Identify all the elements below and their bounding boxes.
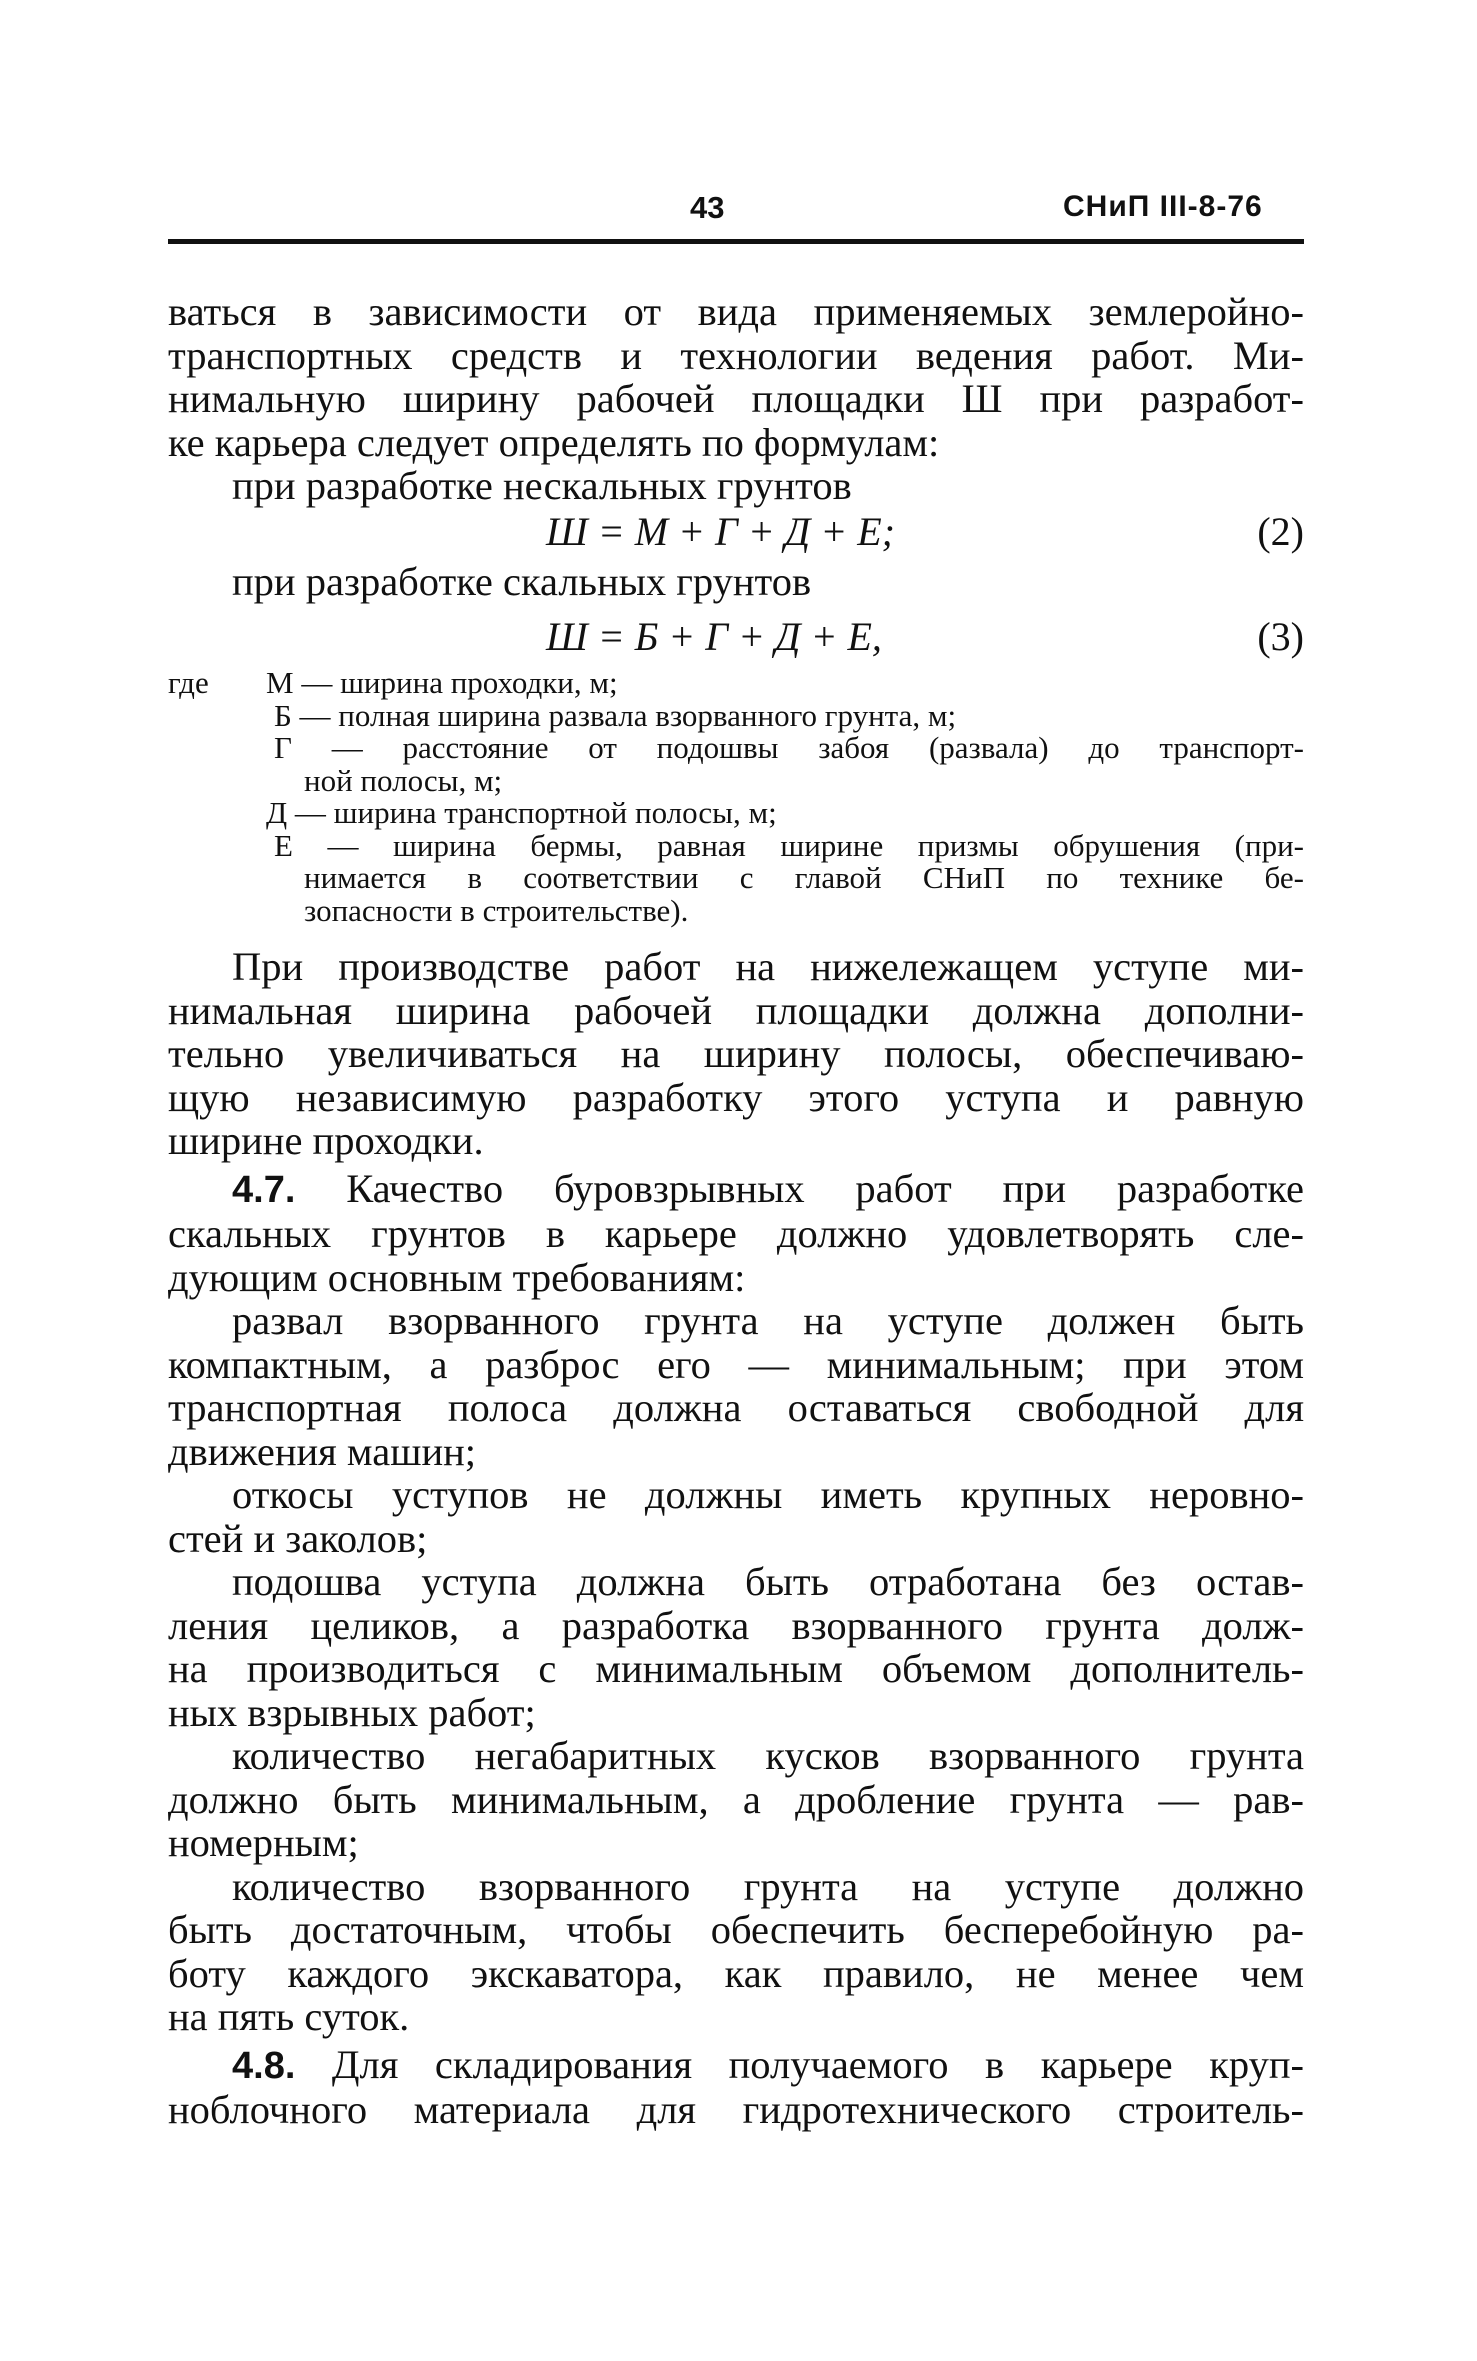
where-item-e: Е — ширина бермы, равная ширине призмы обрушения (при- [274,827,1304,863]
where-item-g: Г — расстояние от подошвы забоя (развала) до транспорт- [274,730,1304,765]
header-rule [168,239,1304,244]
formula-3-number: (3) [1257,614,1304,659]
where-label: где [168,665,209,700]
section-4-8: 4.8. Для складирования получаемого в карьере круп- ноблочного материала для гидротехнического строитель- [168,2041,1304,2132]
section-4-7: 4.7. Качество буровзрывных работ при разработке скальных грунтов в карьере должно удовлетворять сле- дующим основным требованиям: [168,1165,1304,1300]
section-4-7-number: 4.7. [232,1168,296,1211]
formula-2-number: (2) [1257,508,1304,554]
where-list [168,667,1304,927]
requirement-2: откосы уступов не должны иметь крупных неровно- стей и заколов; [168,1472,1304,1561]
lead-rock: при разработке скальных грунтов [232,558,812,604]
formula-3-expression: Ш = Б + Г + Д + Е, [546,614,882,659]
formula-2-expression: Ш = М + Г + Д + Е; [546,508,895,554]
paragraph-2: При производстве работ на нижележащем уступе ми- нимальная ширина рабочей площадки должна дополни- тельно увеличиваться на ширину полосы, обеспечиваю- щую независимую разработку этого уступа и равную ширине проходки. [168,944,1304,1163]
where-item-e-cont-1: нимается в соответствии с главой СНиП по технике бе- [304,860,1304,895]
where-item-d: Д — ширина транспортной полосы, м; [266,795,777,830]
requirement-4: количество негабаритных кусков взорванного грунта должно быть минимальным, а дробление грунта — рав- номерным; [168,1733,1304,1865]
formula-2 [168,508,1304,554]
page-body [168,290,1304,2132]
requirement-1: развал взорванного грунта на уступе должен быть компактным, а разброс его — минимальным; при этом транспортная полоса должна оставаться свободной для движения машин; [168,1298,1304,1474]
formula-3 [168,613,1304,659]
where-item-g-cont: ной полосы, м; [304,762,503,798]
requirement-3: подошва уступа должна быть отработана без остав- ления целиков, а разработка взорванного грунта долж- на производиться с минимальным объемом дополнитель- ных взрывных работ; [168,1559,1304,1735]
where-item-m: М — ширина проходки, м; [266,665,618,700]
paragraph-1: ваться в зависимости от вида применяемых землеройно- транспортных средств и технологии ведения работ. Ми- нимальную ширину рабочей площадки Ш при разработ- ке карьера следует определять по формулам: [168,289,1304,465]
document-code: СНиП III-8-76 [1063,190,1263,223]
page-number: 43 [690,190,725,225]
requirement-5: количество взорванного грунта на уступе должно быть достаточным, чтобы обеспечить бесперебойную ра- боту каждого экскаватора, как правило, не менее чем на пять суток. [168,1863,1304,2039]
section-4-8-number: 4.8. [232,2044,296,2087]
where-item-b: Б — полная ширина развала взорванного грунта, м; [274,697,957,733]
where-item-e-cont-2: зопасности в строительстве). [304,892,689,928]
lead-nonrock: при разработке нескальных грунтов [232,463,852,508]
